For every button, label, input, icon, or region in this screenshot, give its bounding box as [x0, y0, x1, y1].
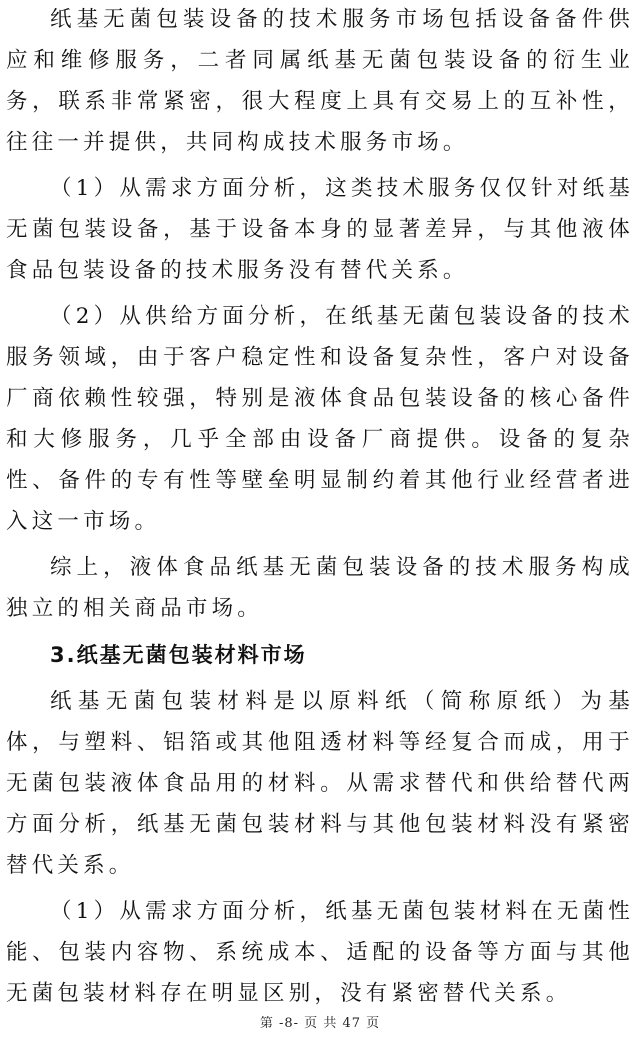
document-page — [6, 0, 634, 1014]
section-heading: 3.纸基无菌包装材料市场 — [50, 643, 307, 667]
paragraph-demand-analysis: （1）从需求方面分析，这类技术服务仅仅针对纸基无菌包装设备，基于设备本身的显著差异，与其他液体食品包装设备的技术服务没有替代关系。 — [6, 176, 634, 283]
page-number-footer: 第 -8- 页 共 47 页 — [259, 1016, 381, 1031]
paragraph-material-definition: 纸基无菌包装材料是以原料纸（简称原纸）为基体，与塑料、铝箔或其他阻透材料等经复合而成，用于无菌包装液体食品用的材料。从需求替代和供给替代两方面分析，纸基无菌包装材料与其他包装材料没有紧密替代关系。 — [6, 689, 634, 878]
paragraph-tech-service-market: 纸基无菌包装设备的技术服务市场包括设备备件供应和维修服务，二者同属纸基无菌包装设备的衍生业务，联系非常紧密，很大程度上具有交易上的互补性，往往一并提供，共同构成技术服务市场。 — [6, 7, 634, 155]
paragraph-supply-analysis: （2）从供给方面分析，在纸基无菌包装设备的技术服务领域，由于客户稳定性和设备复杂性，客户对设备厂商依赖性较强，特别是液体食品包装设备的核心备件和大修服务，几乎全部由设备厂商提供。设备的复杂性、备件的专有性等壁垒明显制约着其他行业经营者进入这一市场。 — [6, 304, 634, 534]
paragraph-material-demand-analysis: （1）从需求方面分析，纸基无菌包装材料在无菌性能、包装内容物、系统成本、适配的设备等方面与其他无菌包装材料存在明显区别，没有紧密替代关系。 — [6, 899, 634, 1006]
paragraph-conclusion: 综上，液体食品纸基无菌包装设备的技术服务构成独立的相关商品市场。 — [6, 555, 634, 621]
